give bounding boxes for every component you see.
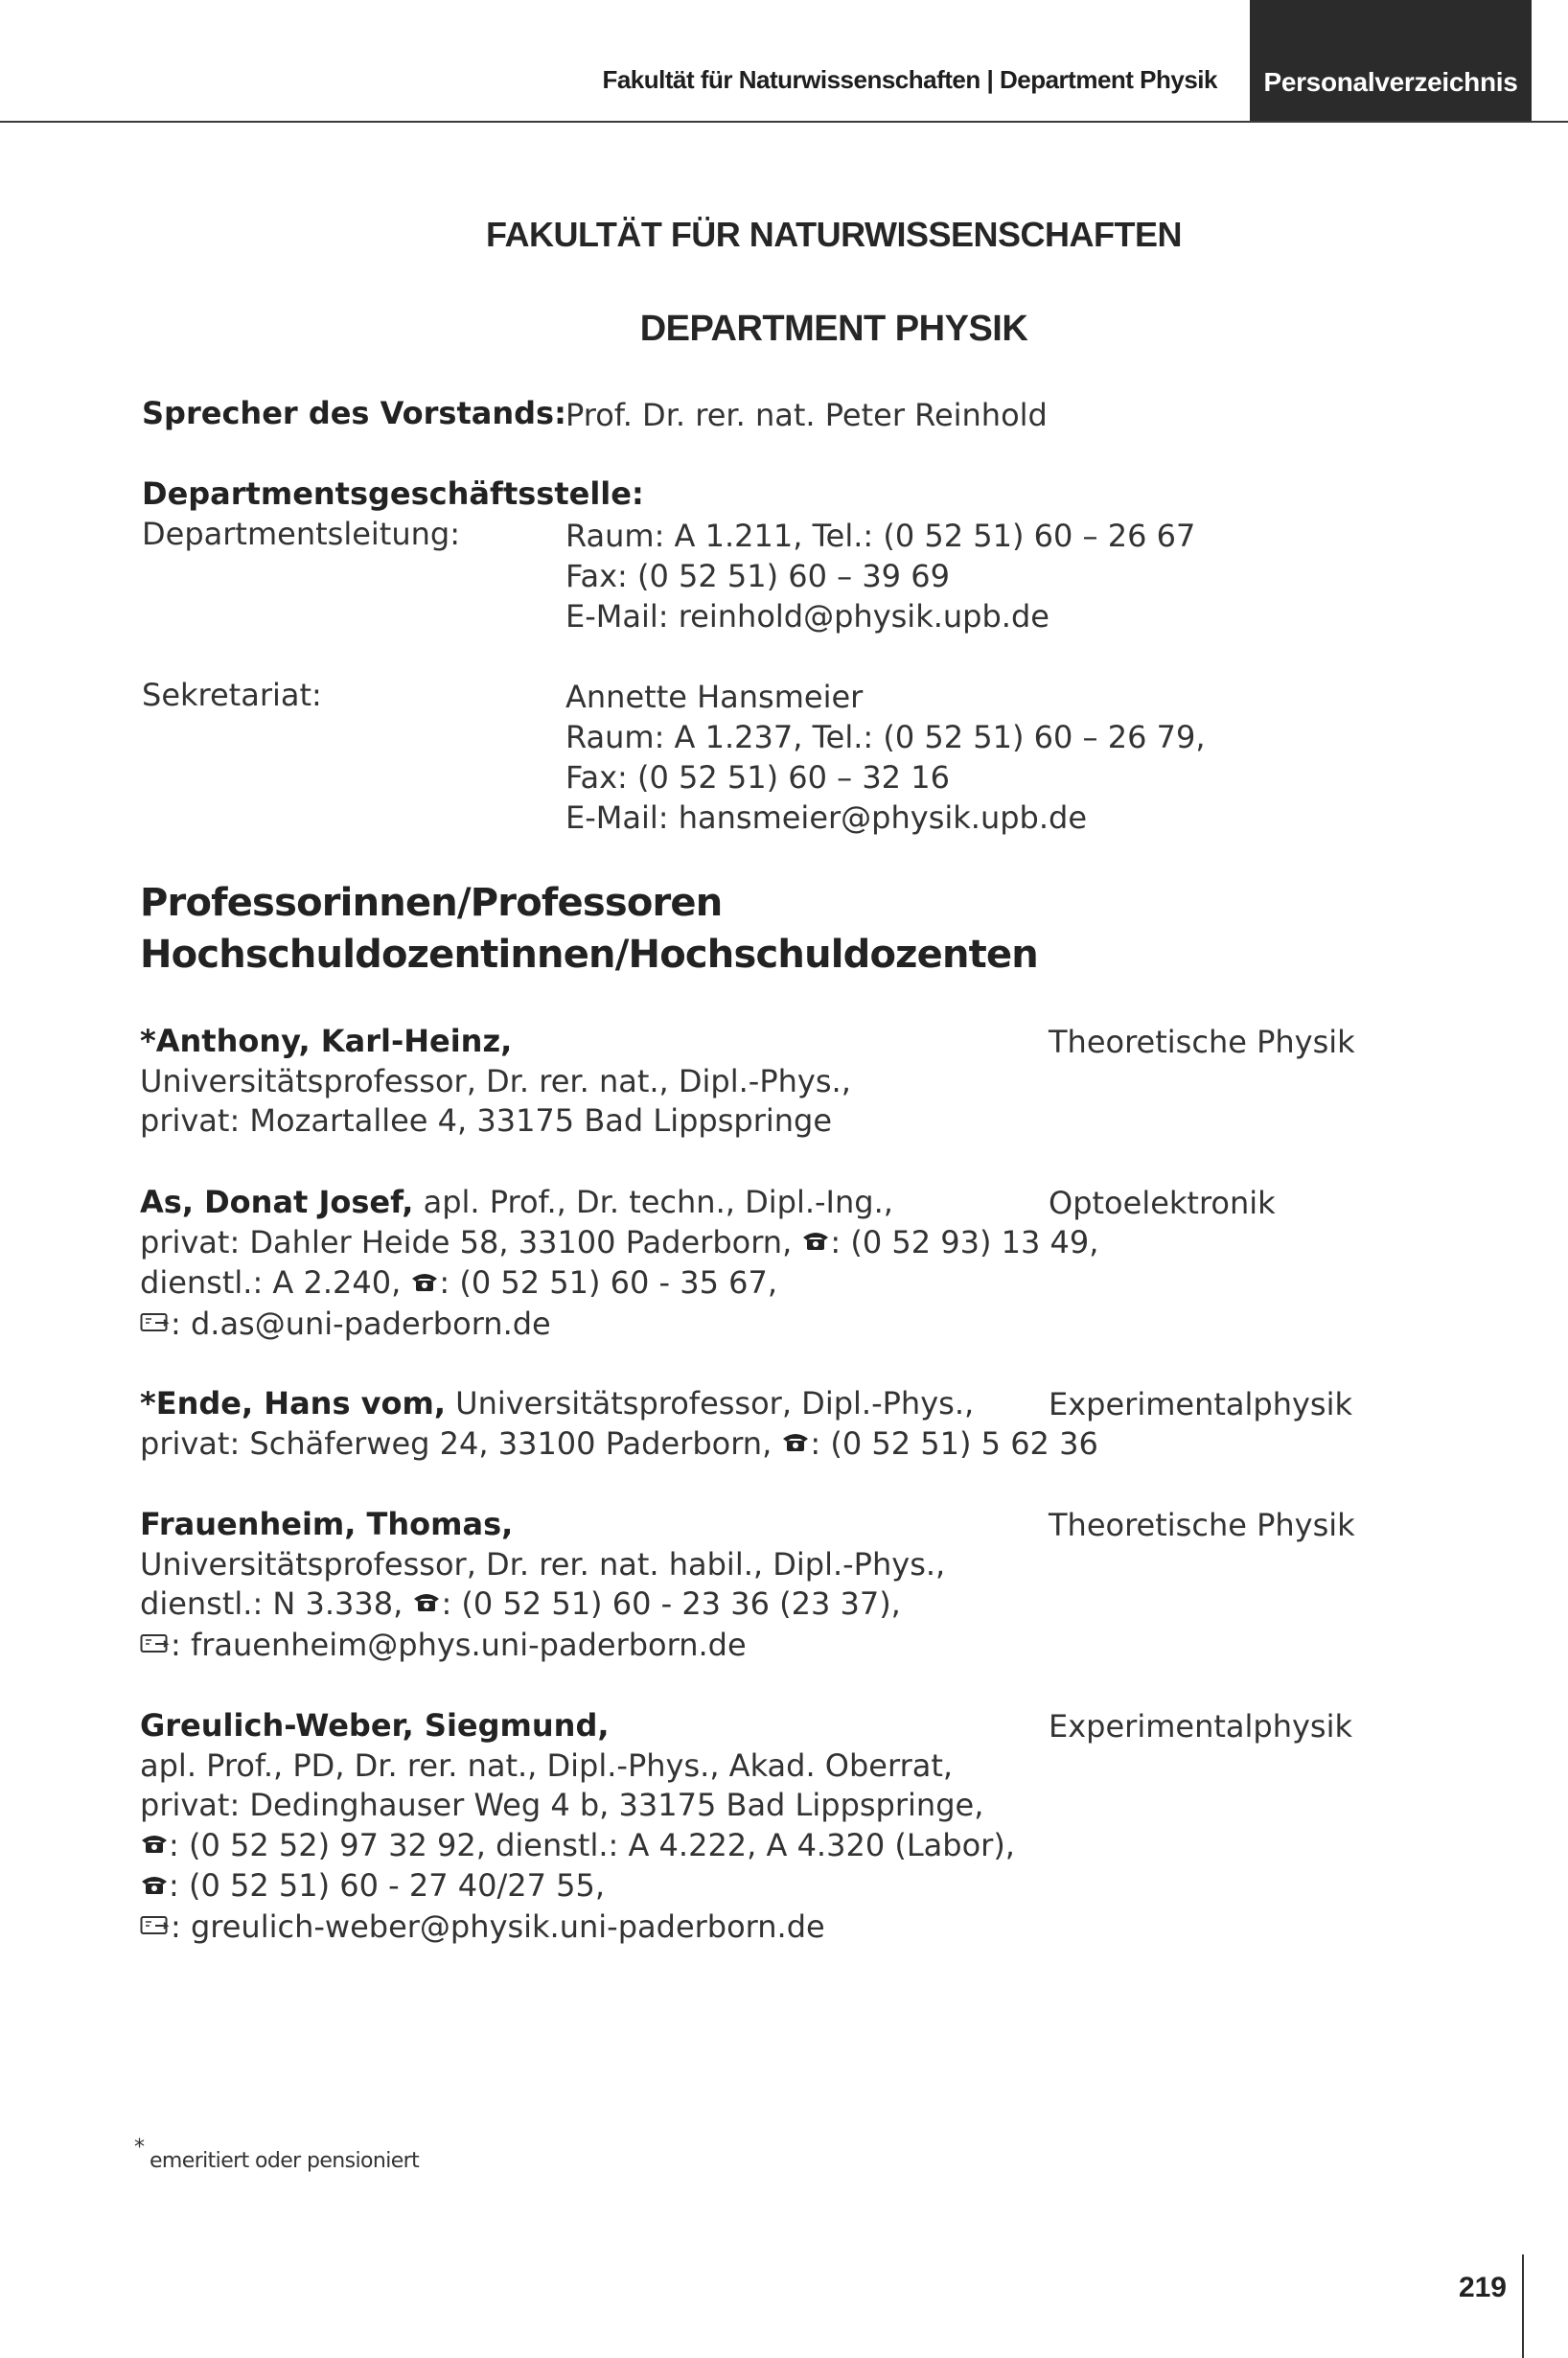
person-name: Frauenheim, Thomas,	[140, 1506, 514, 1542]
email-icon	[140, 1303, 171, 1343]
phone-icon	[410, 1262, 439, 1303]
phone-icon	[781, 1422, 810, 1463]
person-email: : d.as@uni-paderborn.de	[171, 1306, 551, 1342]
person-phone: : (0 52 93) 13 49,	[830, 1223, 1099, 1260]
sekretariat-email: E-Mail: hansmeier@physik.upb.de	[565, 799, 1088, 836]
person-entry-anthony	[140, 1022, 851, 1142]
footnote	[134, 2136, 420, 2173]
person-field: Theoretische Physik	[1049, 1507, 1355, 1543]
sekretariat-room: Raum: A 1.237, Tel.: (0 52 51) 60 – 26 79,	[565, 719, 1206, 755]
person-line: apl. Prof., PD, Dr. rer. nat., Dipl.-Phys., Akad. Oberrat,	[140, 1746, 954, 1784]
person-field: Theoretische Physik	[1049, 1024, 1355, 1060]
header-section-tab	[1250, 0, 1532, 123]
leitung-label: Departmentsleitung:	[142, 516, 460, 552]
phone-icon	[140, 1824, 169, 1864]
person-address: privat: Schäferweg 24, 33100 Paderborn,	[140, 1424, 782, 1462]
person-entry-as	[140, 1183, 1098, 1346]
person-line: Universitätsprofessor, Dr. rer. nat. habil., Dipl.-Phys.,	[140, 1545, 946, 1583]
section-heading-professors: Professorinnen/Professoren	[140, 881, 723, 925]
leitung-email: E-Mail: reinhold@physik.upb.de	[565, 598, 1049, 635]
person-office: dienstl.: A 2.240,	[140, 1264, 411, 1302]
person-phone: : (0 52 52) 97 32 92, dienstl.: A 4.222, A 4.320 (Labor),	[169, 1826, 1015, 1863]
faculty-title: FAKULTÄT FÜR NATURWISSENSCHAFTEN	[486, 215, 1182, 254]
person-entry-ende	[140, 1384, 1098, 1465]
person-phone: : (0 52 51) 60 - 23 36 (23 37),	[441, 1585, 901, 1622]
section-heading-lecturers: Hochschuldozentinnen/Hochschuldozenten	[140, 933, 1038, 977]
email-icon	[140, 1624, 171, 1664]
person-name: *Ende, Hans vom,	[140, 1385, 446, 1422]
person-email: : greulich-weber@physik.uni-paderborn.de	[171, 1908, 825, 1945]
header-breadcrumb: Fakultät für Naturwissenschaften | Department Physik	[602, 65, 1217, 94]
person-office: dienstl.: N 3.338,	[140, 1585, 413, 1622]
person-email: : frauenheim@phys.uni-paderborn.de	[171, 1626, 747, 1663]
person-name: *Anthony, Karl-Heinz,	[140, 1023, 513, 1059]
header-rule	[0, 121, 1568, 123]
person-name: Greulich-Weber, Siegmund,	[140, 1707, 610, 1744]
phone-icon	[412, 1583, 441, 1623]
person-field: Optoelektronik	[1049, 1185, 1276, 1221]
department-title: DEPARTMENT PHYSIK	[639, 309, 1028, 349]
email-icon	[140, 1906, 171, 1946]
leitung-room: Raum: A 1.211, Tel.: (0 52 51) 60 – 26 67	[565, 518, 1196, 554]
person-field: Experimentalphysik	[1049, 1708, 1353, 1745]
page-number-rule	[1522, 2254, 1524, 2358]
person-entry-greulich-weber	[140, 1706, 1015, 1949]
header-tab-label: Personalverzeichnis	[1263, 67, 1518, 97]
office-heading: Departmentsgeschäftsstelle:	[142, 475, 644, 512]
person-phone: : (0 52 51) 60 - 27 40/27 55,	[169, 1867, 606, 1905]
board-label: Sprecher des Vorstands:	[142, 395, 566, 431]
person-name: As, Donat Josef,	[140, 1184, 414, 1220]
sekretariat-fax: Fax: (0 52 51) 60 – 32 16	[565, 759, 950, 796]
person-address: privat: Dahler Heide 58, 33100 Paderborn,	[140, 1223, 802, 1260]
person-phone: : (0 52 51) 60 - 35 67,	[439, 1264, 778, 1302]
person-phone: : (0 52 51) 5 62 36	[810, 1424, 1098, 1462]
person-title: Universitätsprofessor, Dipl.-Phys.,	[445, 1385, 975, 1422]
person-line: Universitätsprofessor, Dr. rer. nat., Dipl.-Phys.,	[140, 1062, 851, 1099]
footnote-marker: *	[134, 2136, 145, 2160]
person-address: privat: Dedinghauser Weg 4 b, 33175 Bad Lippspringe,	[140, 1787, 984, 1823]
sekretariat-name: Annette Hansmeier	[565, 679, 864, 715]
sekretariat-label: Sekretariat:	[142, 677, 322, 713]
page-number: 219	[1458, 2272, 1507, 2303]
person-title: apl. Prof., Dr. techn., Dipl.-Ing.,	[413, 1184, 893, 1220]
person-entry-frauenheim	[140, 1505, 945, 1667]
person-field: Experimentalphysik	[1049, 1386, 1353, 1422]
phone-icon	[140, 1865, 169, 1906]
person-line: privat: Mozartallee 4, 33175 Bad Lippspringe	[140, 1102, 833, 1139]
footnote-text: emeritiert oder pensioniert	[150, 2149, 420, 2173]
phone-icon	[801, 1221, 830, 1261]
board-value: Prof. Dr. rer. nat. Peter Reinhold	[565, 397, 1048, 433]
leitung-fax: Fax: (0 52 51) 60 – 39 69	[565, 558, 950, 594]
